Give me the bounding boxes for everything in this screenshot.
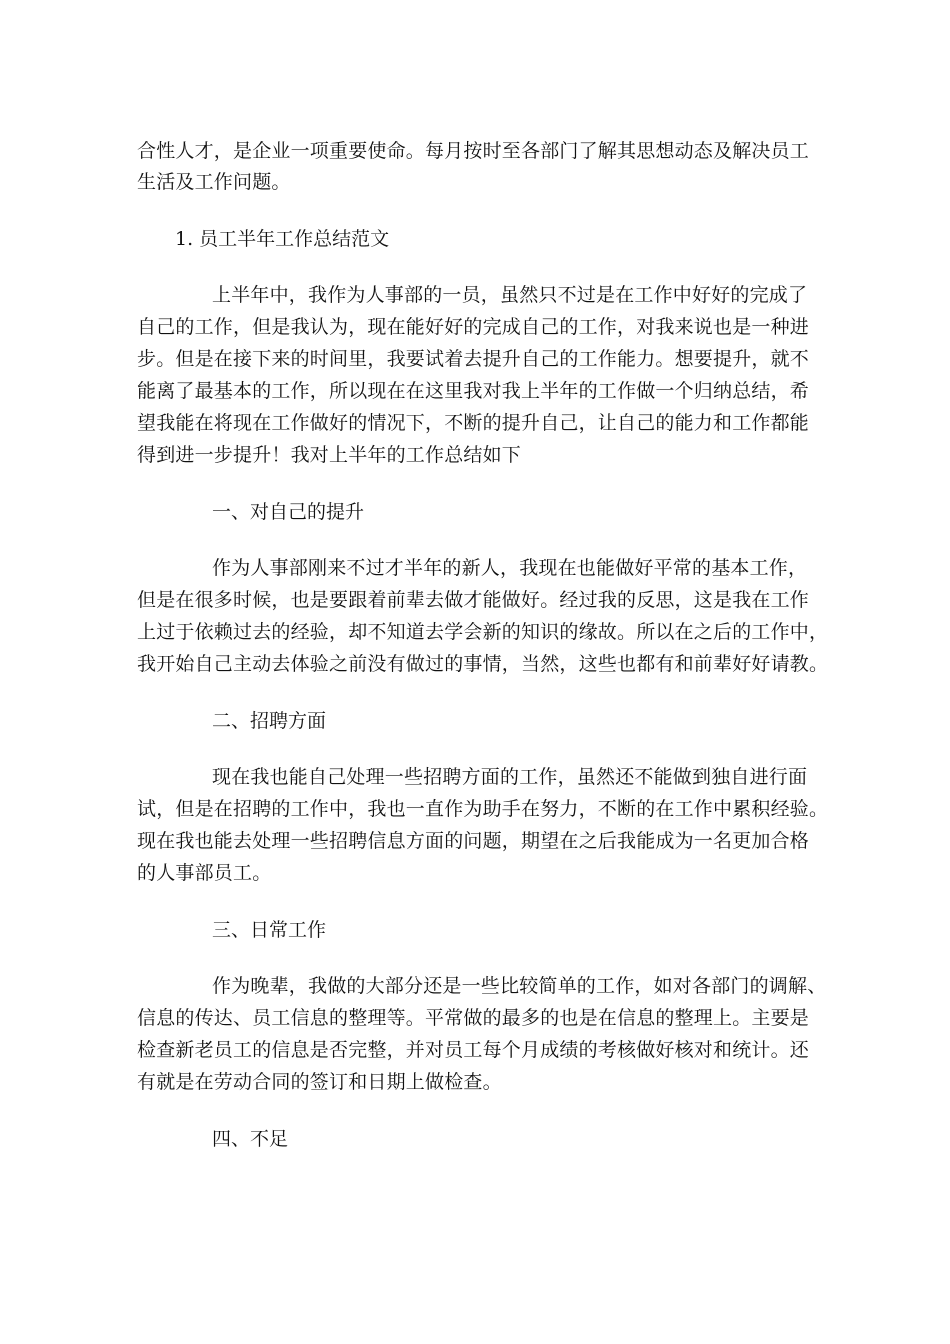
section-heading-3: 三、日常工作 [212,919,327,941]
section-3-line-1: 作为晚辈，我做的大部分还是一些比较简单的工作，如对各部门的调解、 [212,975,827,997]
paragraph-1-line-6: 得到进一步提升！我对上半年的工作总结如下 [137,444,522,466]
paragraph-1-line-2: 自己的工作，但是我认为，现在能好好的完成自己的工作，对我来说也是一种进 [137,316,810,338]
paragraph-1-line-5: 望我能在将现在工作做好的情况下，不断的提升自己，让自己的能力和工作都能 [137,412,810,434]
intro-line-2: 生活及工作问题。 [137,171,291,193]
paragraph-1-line-1: 上半年中，我作为人事部的一员，虽然只不过是在工作中好好的完成了 [212,284,808,306]
section-1-line-1: 作为人事部刚来不过才半年的新人，我现在也能做好平常的基本工作， [212,557,808,579]
section-1-line-4: 我开始自己主动去体验之前没有做过的事情，当然，这些也都有和前辈好好请教。 [137,653,829,675]
section-1-line-3: 上过于依赖过去的经验，却不知道去学会新的知识的缘故。所以在之后的工作中， [137,621,829,643]
section-2-line-2: 试，但是在招聘的工作中，我也一直作为助手在努力，不断的在工作中累积经验。 [137,798,829,820]
section-3-line-3: 检查新老员工的信息是否完整，并对员工每个月成绩的考核做好核对和统计。还 [137,1039,810,1061]
section-heading-4: 四、不足 [212,1128,289,1150]
section-heading-1: 一、对自己的提升 [212,501,365,523]
section-3-line-4: 有就是在劳动合同的签订和日期上做检查。 [137,1071,502,1093]
section-2-line-3: 现在我也能去处理一些招聘信息方面的问题，期望在之后我能成为一名更加合格 [137,830,810,852]
section-2-line-4: 的人事部员工。 [137,862,272,884]
section-3-line-2: 信息的传达、员工信息的整理等。平常做的最多的也是在信息的整理上。主要是 [137,1007,810,1029]
section-heading-2: 二、招聘方面 [212,710,327,732]
section-1-line-2: 但是在很多时候，也是要跟着前辈去做才能做好。经过我的反思，这是我在工作 [137,589,810,611]
document-title: 1. 员工半年工作总结范文 [175,228,390,250]
paragraph-1-line-4: 能离了最基本的工作，所以现在在这里我对我上半年的工作做一个归纳总结，希 [137,380,810,402]
section-2-line-1: 现在我也能自己处理一些招聘方面的工作，虽然还不能做到独自进行面 [212,766,808,788]
paragraph-1-line-3: 步。但是在接下来的时间里，我要试着去提升自己的工作能力。想要提升，就不 [137,348,810,370]
intro-line-1: 合性人才，是企业一项重要使命。每月按时至各部门了解其思想动态及解决员工 [137,140,810,162]
